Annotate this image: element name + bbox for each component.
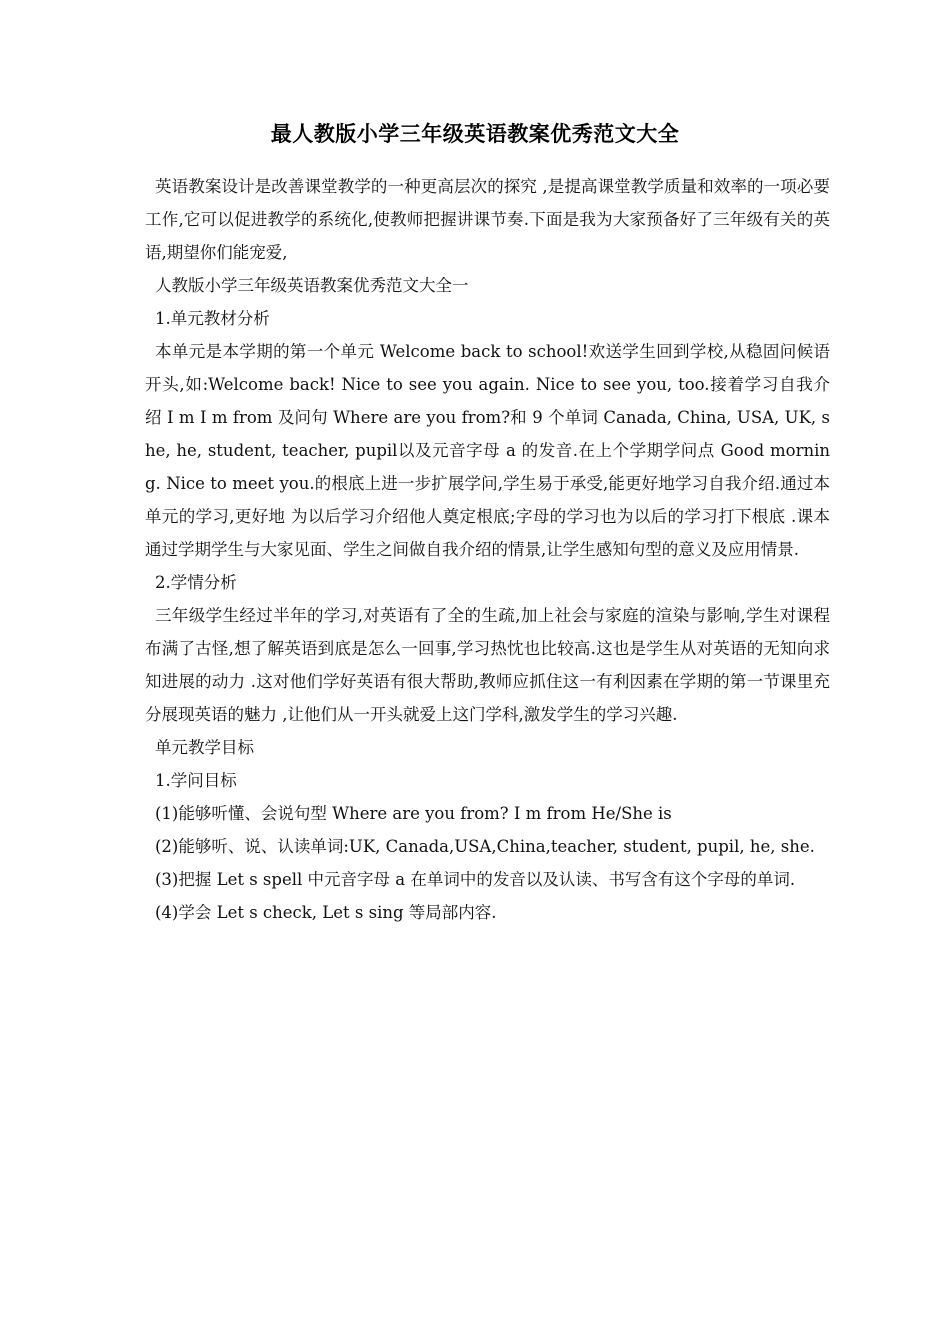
goal-item-4: (4)学会 Let s check, Let s sing 等局部内容. <box>155 903 497 922</box>
goal-item-3: (3)把握 Let s spell 中元音字母 a 在单词中的发音以及认读、书写含有这个字母的单词. <box>155 870 796 889</box>
section-heading-lesson-one: 人教版小学三年级英语教案优秀范文大全一 <box>155 276 469 295</box>
paragraph-student-analysis: 三年级学生经过半年的学习,对英语有了全的生疏,加上社会与家庭的渲染与影响,学生对课程布满了古怪,想了解英语到底是怎么一回事,学习热忱也比较高.这也是学生从对英语的无知向求知进展的动力 .这对他们学好英语有很大帮助,教师应抓住这一有利因素在学期的第一节课里充分展现英语的魅力 ,让他们从一开头就爱上这门学科,激发学生的学习兴趣. <box>145 606 830 724</box>
goal-item-1: (1)能够听懂、会说句型 Where are you from? I m from He/She is <box>155 804 672 823</box>
heading-knowledge-goals: 1.学问目标 <box>155 771 237 790</box>
goal-item-2: (2)能够听、说、认读单词:UK, Canada,USA,China,teacher, student, pupil, he, she. <box>155 837 815 856</box>
paragraph-unit-material-analysis: 本单元是本学期的第一个单元 Welcome back to school!欢送学生回到学校,从稳固问候语开头,如:Welcome back! Nice to see you again. Nice to see you, too.接着学习自我介绍 I m I m from 及问句 Where are you from?和 9 个单词 Canada, China, USA, UK, she, he, student, teacher, pupil以及元音字母 a 的发音.在上个学期学问点 Good morning. Nice to meet you.的根底上进一步扩展学问,学生易于承受,能更好地学习自我介绍.通过本单元的学习,更好地 为以后学习介绍他人奠定根底;字母的学习也为以后的学习打下根底 .课本通过学期学生与大家见面、学生之间做自我介绍的情景,让学生感知句型的意义及应用情景. <box>145 342 830 559</box>
heading-unit-teaching-goals: 单元教学目标 <box>155 738 254 757</box>
document-title: 最人教版小学三年级英语教案优秀范文大全 <box>270 122 680 146</box>
heading-student-analysis: 2.学情分析 <box>155 573 237 592</box>
paragraph-intro: 英语教案设计是改善课堂教学的一种更高层次的探究 ,是提高课堂教学质量和效率的一项必要工作,它可以促进教学的系统化,使教师把握讲课节奏.下面是我为大家预备好了三年级有关的英语,期望你们能宠爱, <box>145 177 830 262</box>
heading-unit-material-analysis: 1.单元教材分析 <box>155 309 270 328</box>
document-body <box>145 170 830 929</box>
